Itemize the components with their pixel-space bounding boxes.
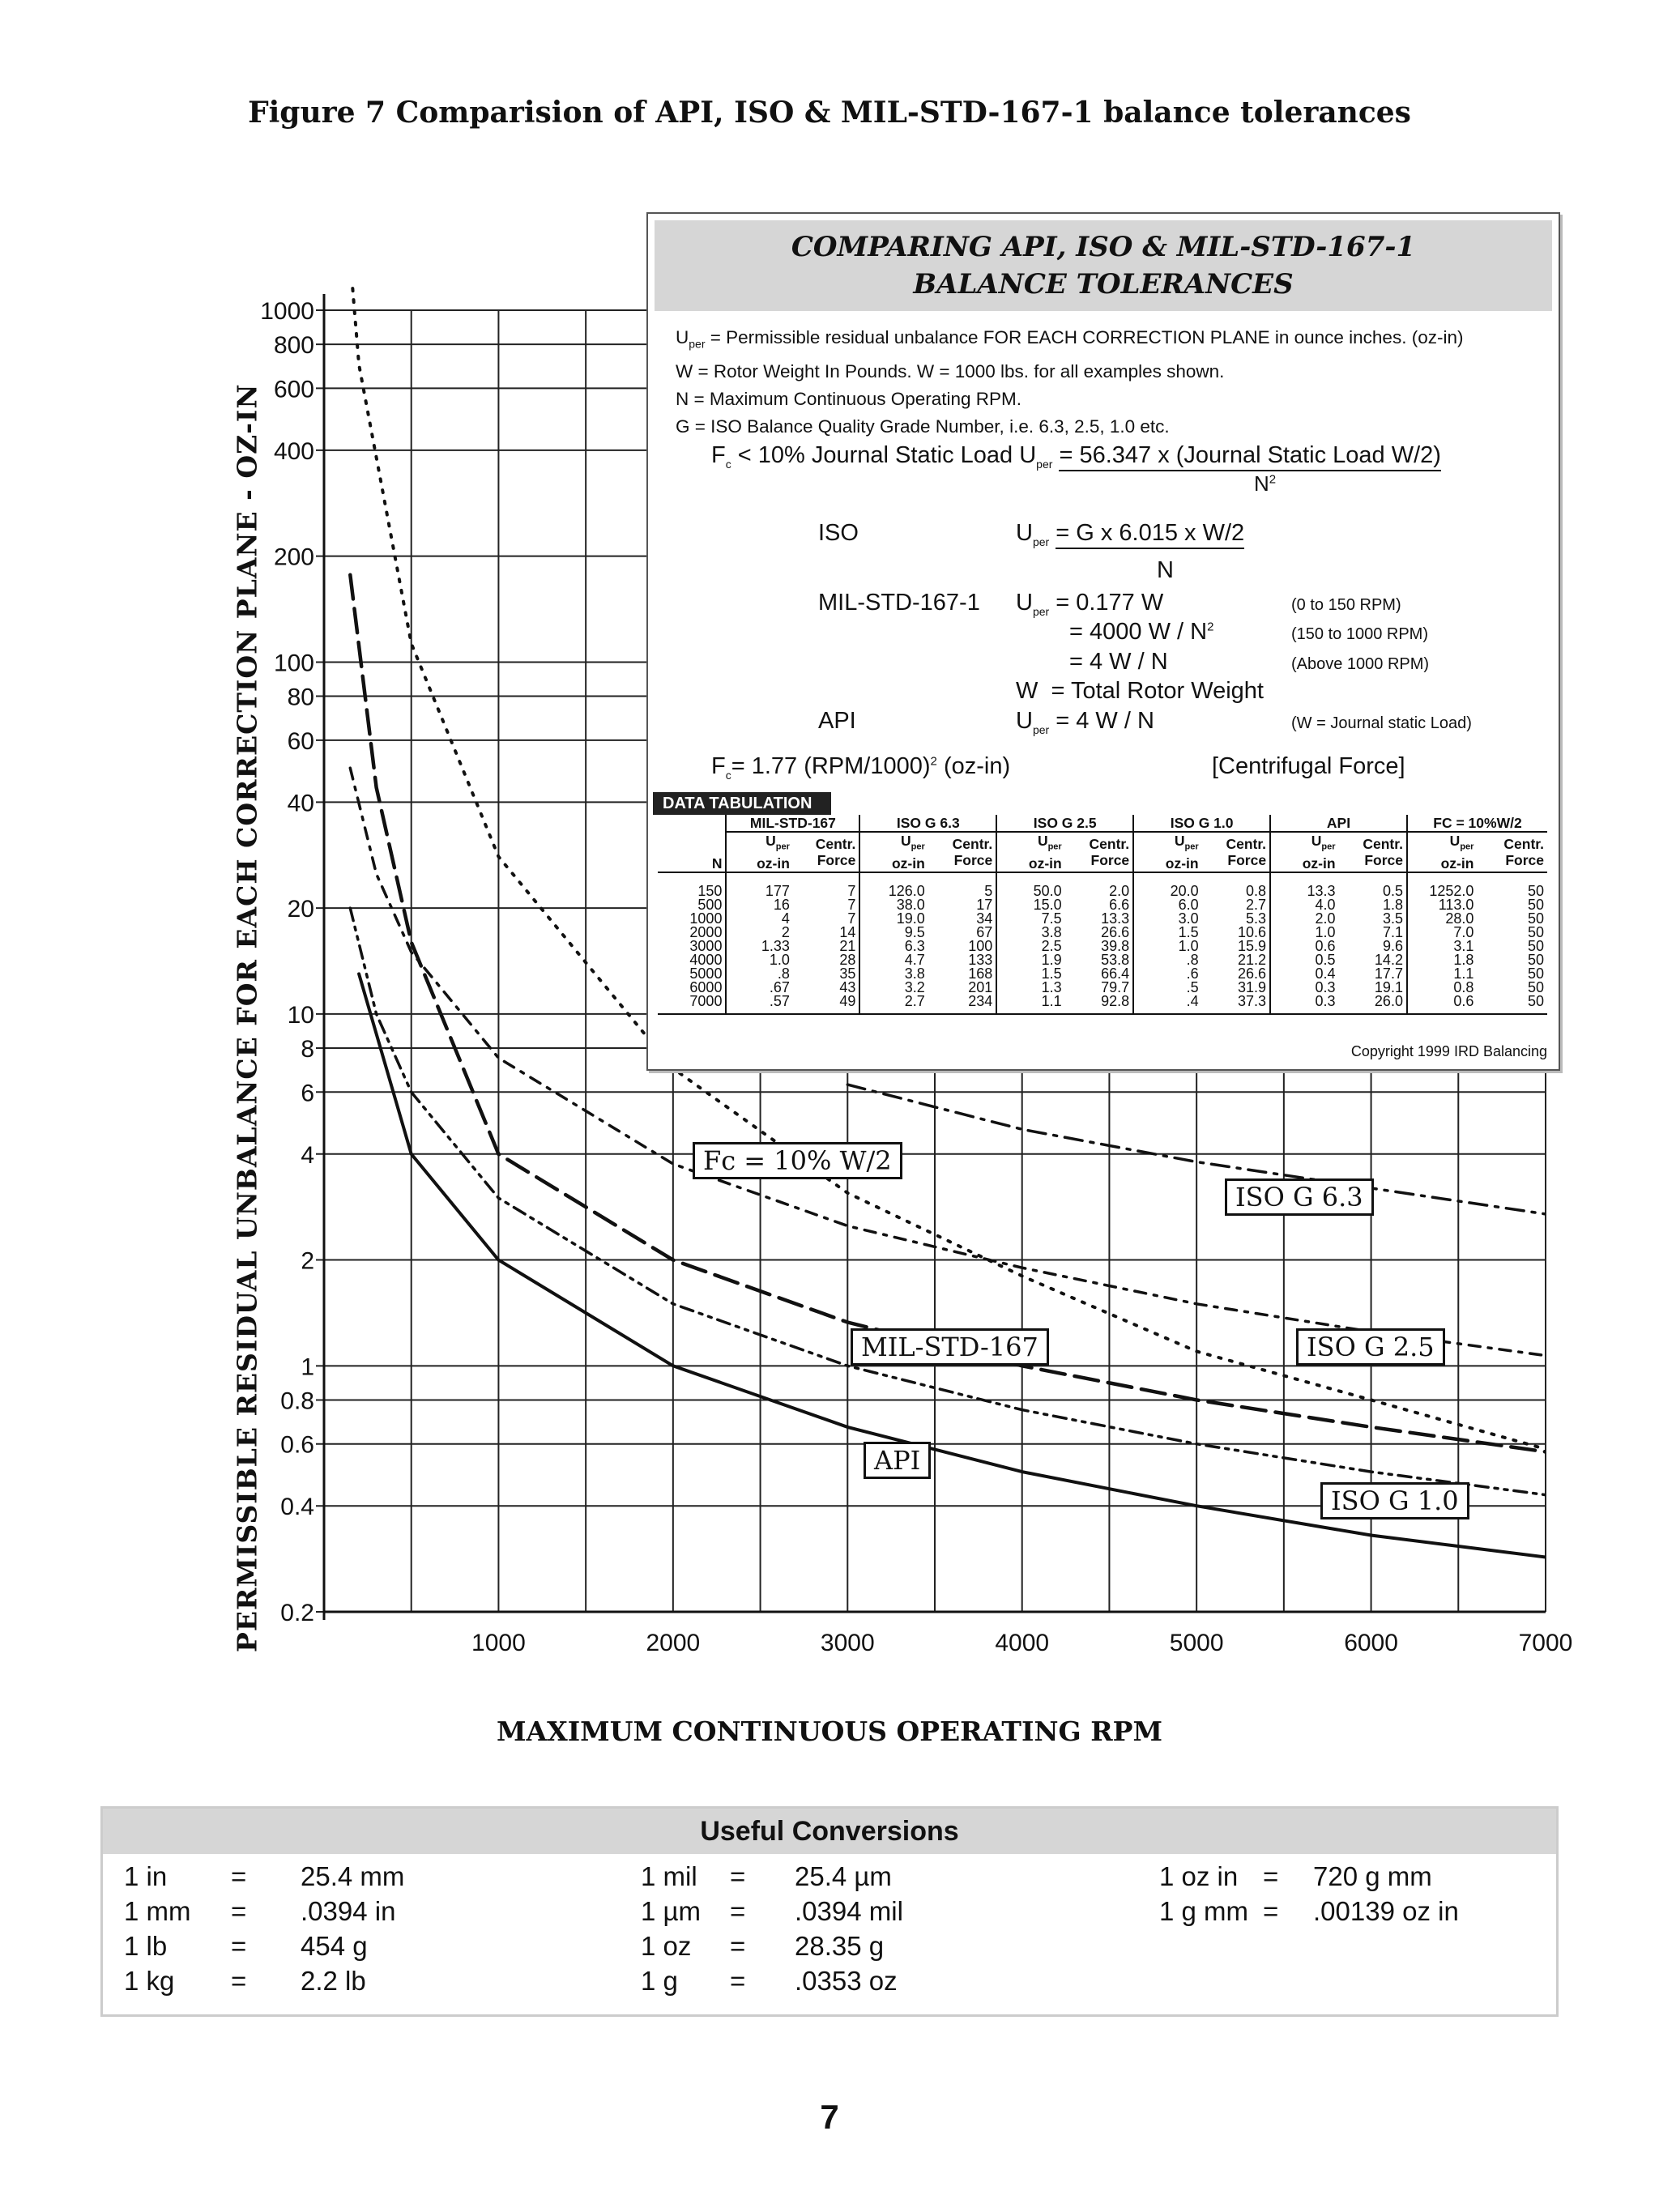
table-cell: 10.6: [1238, 923, 1267, 940]
y-tick-label: 20: [287, 896, 314, 923]
conversion-row: [124, 1963, 513, 1998]
table-cell: 1.1: [1407, 967, 1477, 981]
table-cell: 50: [1527, 910, 1544, 927]
table-cell: 2.7: [1246, 896, 1267, 913]
table-row: [658, 940, 1547, 953]
table-row: [658, 953, 1547, 967]
table-cell: 1.3: [996, 981, 1064, 995]
table-cell: 0.4: [1270, 967, 1338, 981]
mil-note-2: (150 to 1000 RPM): [1291, 625, 1428, 643]
table-cell: 0.8: [1246, 882, 1267, 899]
fc-definition-formula: $F_c= 1.77$ $(RPM/1000)^2$ (oz-in): [711, 753, 1011, 782]
info-box-title-line1: COMPARING API, ISO & MIL-STD-167-1: [791, 231, 1416, 263]
table-cell-rpm: 2000: [689, 923, 723, 940]
table-cell: 15.9: [1238, 937, 1267, 954]
table-cell: 7.1: [1382, 923, 1403, 940]
table-col-n: N: [658, 832, 726, 872]
table-cell: 49: [793, 995, 859, 1014]
table-cell: 66.4: [1101, 965, 1130, 982]
conversion-equals: =: [1263, 1861, 1279, 1891]
table-col-centr-force: Centr. Force: [928, 832, 996, 872]
table-row: [658, 981, 1547, 995]
conversion-value: 720 g mm: [1313, 1861, 1432, 1891]
table-cell: 234: [928, 995, 996, 1014]
table-cell: 126.0: [859, 872, 928, 898]
definition-uper: $U_{per}$ = Permissible residual unbalance FOR EACH CORRECTION PLANE in ounce inches. (oz-in): [676, 327, 1464, 351]
iso-name: ISO: [818, 520, 859, 546]
conversion-value: 25.4 mm: [301, 1861, 405, 1891]
conversion-equals: =: [730, 1896, 746, 1926]
conversion-unit: 1 lb: [124, 1931, 168, 1961]
table-col-centr-force: Centr. Force: [1202, 832, 1270, 872]
table-col-centr-force: Centr. Force: [1477, 832, 1547, 872]
table-cell: 14: [839, 923, 856, 940]
table-group-header: FC = 10%W/2: [1407, 815, 1547, 832]
useful-conversions-box: [100, 1806, 1559, 2017]
conversion-equals: =: [231, 1966, 247, 1996]
conversion-equals: =: [730, 1931, 746, 1961]
table-cell: 15.0: [996, 898, 1064, 912]
conversion-equals: =: [231, 1896, 247, 1926]
table-cell: 2.7: [859, 995, 928, 1014]
table-cell: 1.8: [1407, 953, 1477, 967]
conversion-unit: 1 g: [641, 1966, 678, 1996]
table-cell: 37.3: [1202, 995, 1270, 1014]
table-cell: .8: [726, 967, 792, 981]
fc-condition-denominator: $N^2$: [1254, 471, 1277, 496]
conversion-equals: =: [1263, 1896, 1279, 1926]
table-cell: 0.5: [1270, 953, 1338, 967]
y-tick-label: 60: [287, 727, 314, 755]
table-cell: .8: [1133, 953, 1201, 967]
y-tick-label: 0.2: [280, 1600, 314, 1626]
page-title: Figure 7 Comparision of API, ISO & MIL-STD-167-1 balance tolerances: [248, 96, 1411, 130]
table-cell: 2: [726, 926, 792, 940]
table-group-header: ISO G 6.3: [859, 815, 996, 832]
table-cell: 1.9: [996, 953, 1064, 967]
conversion-equals: =: [231, 1861, 247, 1891]
table-cell: 6.0: [1133, 898, 1201, 912]
table-group-header: MIL-STD-167: [726, 815, 859, 832]
table-cell: 4.0: [1270, 898, 1338, 912]
table-cell: 43: [839, 978, 856, 995]
table-cell: 21.2: [1238, 951, 1267, 968]
table-cell: 50: [1477, 995, 1547, 1014]
table-cell: 28: [839, 951, 856, 968]
table-cell: 0.5: [1382, 882, 1403, 899]
x-tick-label: 3000: [820, 1630, 875, 1656]
fc-condition-formula: $F_c < 10\%$ Journal Static Load $U_{per} = 56.347$ x (Journal Static Load W/2): [711, 442, 1441, 471]
y-tick-label: 600: [273, 376, 314, 403]
table-cell: 2.0: [1109, 882, 1130, 899]
table-col-uper: $U_{per}$ oz-in: [859, 832, 928, 872]
table-cell: 3.0: [1133, 912, 1201, 926]
table-cell: 17.7: [1374, 965, 1403, 982]
label-fc-curve: Fc = 10% W/2: [693, 1142, 902, 1179]
table-cell: 1.5: [1133, 926, 1201, 940]
y-tick-label: 0.6: [280, 1431, 314, 1459]
iso-denominator: N: [1157, 557, 1174, 583]
table-cell: 79.7: [1101, 978, 1130, 995]
x-tick-label: 2000: [646, 1630, 701, 1656]
conversion-value: 2.2 lb: [301, 1966, 366, 1996]
table-cell: 2.0: [1270, 912, 1338, 926]
y-tick-label: 100: [273, 650, 314, 677]
conversion-unit: 1 oz in: [1159, 1861, 1239, 1891]
table-cell-rpm: 1000: [689, 910, 723, 927]
table-cell: 50: [1527, 923, 1544, 940]
conversion-unit: 1 g mm: [1159, 1896, 1249, 1926]
label-mil-std-curve: MIL-STD-167: [851, 1328, 1049, 1366]
table-cell: 92.8: [1065, 995, 1133, 1014]
api-note: (W = Journal static Load): [1291, 714, 1472, 732]
table-cell: 50: [1527, 951, 1544, 968]
table-cell: .5: [1133, 981, 1201, 995]
conversion-value: .0394 mil: [795, 1896, 903, 1926]
conversion-value: 28.35 g: [795, 1931, 885, 1961]
table-cell: 38.0: [859, 898, 928, 912]
y-axis-label: PERMISSIBLE RESIDUAL UNBALANCE FOR EACH CORRECTION PLANE - OZ-IN: [231, 383, 263, 1652]
table-cell: 7.0: [1407, 926, 1477, 940]
table-cell: 7: [847, 910, 856, 927]
table-col-uper: $U_{per}$ oz-in: [1270, 832, 1338, 872]
table-cell: 7: [847, 882, 856, 899]
table-cell: 133: [968, 951, 993, 968]
page-number: 7: [820, 2098, 839, 2136]
table-cell: 1.0: [1133, 940, 1201, 953]
x-tick-label: 5000: [1169, 1630, 1224, 1656]
table-cell: 177: [726, 872, 792, 898]
table-cell: 50: [1527, 937, 1544, 954]
conversion-unit: 1 mil: [641, 1861, 697, 1891]
table-cell: 39.8: [1101, 937, 1130, 954]
mil-name: MIL-STD-167-1: [818, 590, 980, 616]
table-cell: 20.0: [1133, 872, 1201, 898]
conversion-row: [641, 1859, 1030, 1894]
table-cell: 14.2: [1374, 951, 1403, 968]
x-tick-label: 6000: [1344, 1630, 1398, 1656]
mil-note-3: (Above 1000 RPM): [1291, 655, 1430, 673]
table-cell: 17: [976, 896, 993, 913]
data-tabulation-badge: DATA TABULATION: [653, 792, 831, 815]
table-cell: 31.9: [1238, 978, 1267, 995]
table-cell: 168: [968, 965, 993, 982]
y-tick-label: 0.8: [280, 1387, 314, 1415]
table-cell: 5.3: [1246, 910, 1267, 927]
table-cell: 13.3: [1270, 872, 1338, 898]
label-iso-g63-curve: ISO G 6.3: [1225, 1178, 1374, 1216]
conversion-row: [641, 1894, 1030, 1929]
table-col-uper: $U_{per}$ oz-in: [726, 832, 792, 872]
y-tick-label: 40: [287, 790, 314, 817]
table-cell: 26.0: [1339, 995, 1407, 1014]
table-cell: 9.5: [859, 926, 928, 940]
table-cell: 0.6: [1270, 940, 1338, 953]
table-cell: 100: [968, 937, 993, 954]
y-tick-label: 80: [287, 684, 314, 711]
info-box-title-line2: BALANCE TOLERANCES: [913, 268, 1294, 300]
table-row: [658, 926, 1547, 940]
table-col-centr-force: Centr. Force: [1339, 832, 1407, 872]
definition-w: W = Rotor Weight In Pounds. W = 1000 lbs. for all examples shown.: [676, 360, 1225, 381]
y-tick-label: 10: [287, 1001, 314, 1029]
conversion-value: .0394 in: [301, 1896, 396, 1926]
table-row: [658, 967, 1547, 981]
table-group-header: ISO G 1.0: [1133, 815, 1270, 832]
table-cell: 0.8: [1407, 981, 1477, 995]
table-cell: 6.3: [859, 940, 928, 953]
table-cell: 26.6: [1101, 923, 1130, 940]
conversions-heading: Useful Conversions: [103, 1809, 1556, 1854]
y-tick-label: 6: [301, 1080, 314, 1107]
table-group-header: API: [1270, 815, 1407, 832]
table-cell: 50.0: [996, 872, 1064, 898]
label-iso-g10-curve: ISO G 1.0: [1320, 1482, 1469, 1519]
table-cell-rpm: 500: [697, 896, 723, 913]
x-tick-label: 1000: [471, 1630, 526, 1656]
table-cell-rpm: 4000: [689, 951, 723, 968]
conversion-value: 454 g: [301, 1931, 368, 1961]
conversion-row: [1159, 1894, 1548, 1929]
y-tick-label: 400: [273, 437, 314, 465]
table-group-header: ISO G 2.5: [996, 815, 1133, 832]
definition-n: N = Maximum Continuous Operating RPM.: [676, 388, 1022, 409]
y-tick-label: 0.4: [280, 1494, 314, 1521]
table-cell: 50: [1527, 882, 1544, 899]
table-cell: 7.5: [996, 912, 1064, 926]
table-cell: 1.1: [996, 995, 1064, 1014]
table-cell: 19.0: [859, 912, 928, 926]
table-cell: 9.6: [1382, 937, 1403, 954]
conversion-row: [124, 1859, 513, 1894]
api-name: API: [818, 708, 856, 734]
table-cell-rpm: 5000: [689, 965, 723, 982]
table-cell: 16: [726, 898, 792, 912]
table-cell: 50: [1527, 965, 1544, 982]
table-cell: 3.8: [859, 967, 928, 981]
conversion-unit: 1 µm: [641, 1896, 702, 1926]
table-cell: 3.2: [859, 981, 928, 995]
table-cell: 34: [976, 910, 993, 927]
definitions-list: [676, 324, 1463, 441]
table-cell-rpm: 150: [697, 882, 723, 899]
x-tick-label: 7000: [1518, 1630, 1573, 1656]
x-tick-label: 4000: [995, 1630, 1050, 1656]
conversion-unit: 1 oz: [641, 1931, 692, 1961]
table-cell: 0.6: [1407, 995, 1477, 1014]
table-cell: 19.1: [1374, 978, 1403, 995]
table-corner: [658, 815, 726, 832]
definition-g: G = ISO Balance Quality Grade Number, i.e. 6.3, 2.5, 1.0 etc.: [676, 416, 1170, 437]
label-iso-g25-curve: ISO G 2.5: [1296, 1328, 1445, 1366]
fc-definition-note: [Centrifugal Force]: [1212, 753, 1405, 779]
w-definition: W = Total Rotor Weight: [1016, 678, 1264, 704]
table-cell: 1.5: [996, 967, 1064, 981]
table-cell: 4.7: [859, 953, 928, 967]
conversion-column: [641, 1859, 1030, 1998]
table-row: [658, 995, 1547, 1014]
table-row: [658, 912, 1547, 926]
formula-info-box: [646, 212, 1560, 1071]
table-cell: 35: [839, 965, 856, 982]
table-cell-rpm: 7000: [658, 995, 726, 1014]
table-row: [658, 872, 1547, 898]
table-cell: 67: [976, 923, 993, 940]
mil-formula-3: = 4 W / N: [1069, 649, 1168, 675]
mil-note-1: (0 to 150 RPM): [1291, 596, 1401, 614]
table-col-centr-force: Centr. Force: [1065, 832, 1133, 872]
table-cell: 50: [1527, 896, 1544, 913]
mil-formula-2: = 4000 W / $N^2$: [1069, 619, 1214, 645]
table-cell: 0.3: [1270, 995, 1338, 1014]
y-tick-label: 200: [273, 543, 314, 571]
table-cell: 6.6: [1109, 896, 1130, 913]
conversion-row: [641, 1929, 1030, 1963]
info-box-title: [655, 220, 1552, 311]
conversion-row: [1159, 1859, 1548, 1894]
table-cell: 50: [1527, 978, 1544, 995]
copyright-note: Copyright 1999 IRD Balancing: [1350, 1043, 1547, 1059]
table-cell: 7: [847, 896, 856, 913]
table-cell: .57: [726, 995, 792, 1014]
conversion-column: [1159, 1859, 1548, 1929]
conversion-row: [641, 1963, 1030, 1998]
conversion-unit: 1 mm: [124, 1896, 191, 1926]
table-cell: 3.1: [1407, 940, 1477, 953]
data-tabulation-table: [658, 815, 1547, 1015]
y-tick-label: 1: [301, 1353, 314, 1381]
api-formula: $U_{per} = 4$ W / N: [1016, 708, 1154, 736]
x-axis-label: MAXIMUM CONTINUOUS OPERATING RPM: [497, 1715, 1162, 1747]
table-cell: 5: [984, 882, 993, 899]
conversion-column: [124, 1859, 513, 1998]
mil-formula-1: $U_{per} = 0.177$ W: [1016, 590, 1164, 618]
table-cell: 1.8: [1382, 896, 1403, 913]
table-cell: 4: [726, 912, 792, 926]
table-cell: 13.3: [1101, 910, 1130, 927]
conversion-unit: 1 in: [124, 1861, 168, 1891]
conversion-equals: =: [730, 1861, 746, 1891]
y-tick-label: 1000: [260, 298, 314, 325]
table-cell: 1.0: [726, 953, 792, 967]
table-col-uper: $U_{per}$ oz-in: [1133, 832, 1201, 872]
table-cell: 2.5: [996, 940, 1064, 953]
table-cell-rpm: 6000: [689, 978, 723, 995]
conversion-row: [124, 1894, 513, 1929]
table-cell: 0.3: [1270, 981, 1338, 995]
table-col-uper: $U_{per}$ oz-in: [1407, 832, 1477, 872]
table-cell: .67: [726, 981, 792, 995]
table-cell: 1252.0: [1407, 872, 1477, 898]
table-row: [658, 898, 1547, 912]
y-tick-label: 800: [273, 332, 314, 360]
table-col-centr-force: Centr. Force: [793, 832, 859, 872]
table-cell: 113.0: [1407, 898, 1477, 912]
table-cell: 53.8: [1101, 951, 1130, 968]
table-cell: 201: [968, 978, 993, 995]
conversion-equals: =: [231, 1931, 247, 1961]
y-tick-label: 2: [301, 1247, 314, 1275]
table-cell-rpm: 3000: [689, 937, 723, 954]
label-api-curve: API: [864, 1442, 931, 1479]
y-tick-label: 4: [301, 1141, 314, 1169]
table-cell: .6: [1133, 967, 1201, 981]
iso-formula: $U_{per} = G$ x 6.015 x W/2: [1016, 520, 1245, 548]
table-cell: 3.8: [996, 926, 1064, 940]
table-cell: .4: [1133, 995, 1201, 1014]
table-cell: 28.0: [1407, 912, 1477, 926]
table-cell: 1.33: [726, 940, 792, 953]
table-cell: 26.6: [1238, 965, 1267, 982]
table-cell: 3.5: [1382, 910, 1403, 927]
y-tick-label: 8: [301, 1035, 314, 1063]
conversion-value: 25.4 µm: [795, 1861, 892, 1891]
conversion-value: .00139 oz in: [1313, 1896, 1459, 1926]
conversion-equals: =: [730, 1966, 746, 1996]
conversion-row: [124, 1929, 513, 1963]
table-cell: 1.0: [1270, 926, 1338, 940]
table-col-uper: $U_{per}$ oz-in: [996, 832, 1064, 872]
conversion-value: .0353 oz: [795, 1966, 898, 1996]
conversion-unit: 1 kg: [124, 1966, 175, 1996]
table-cell: 21: [839, 937, 856, 954]
